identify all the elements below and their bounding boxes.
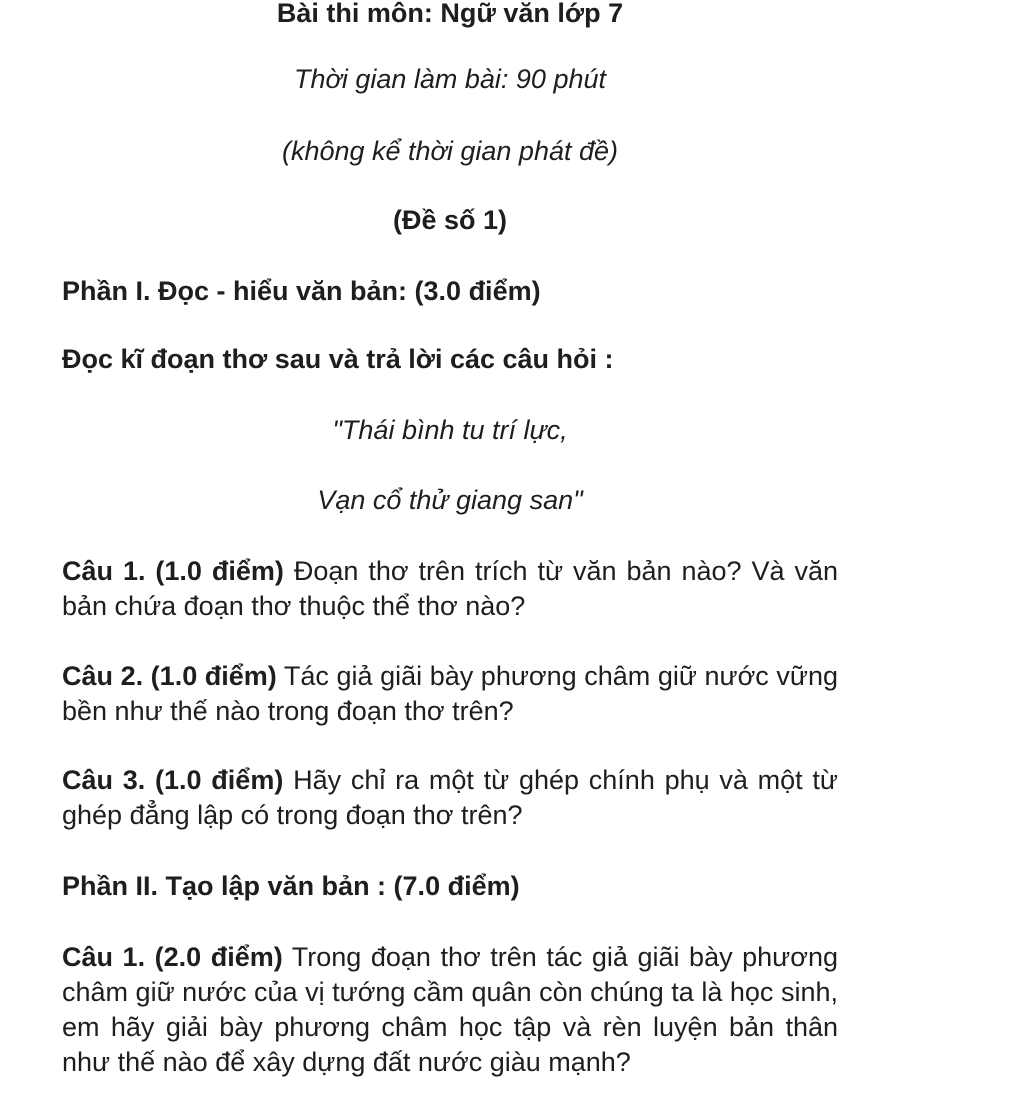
exam-title: Bài thi môn: Ngữ văn lớp 7 (276, 0, 624, 28)
part1-question-2 (62, 659, 838, 729)
part1-instruction: Đọc kĩ đoạn thơ sau và trả lời các câu hỏi : (62, 344, 614, 374)
question-text: Trong đoạn thơ trên tác giả giãi bày phương châm giữ nước của vị tướng cầm quân còn chúng ta là học sinh, em hãy giải bày phương châm học tập và rèn luyện bản thân như thế nào để xây dựng đất nước giàu mạnh? (62, 942, 838, 1077)
part1-question-1 (62, 554, 838, 624)
exam-note: (không kể thời gian phát đề) (281, 136, 619, 166)
question-label: Câu 1. (2.0 điểm) (62, 942, 283, 972)
question-text: Tác giả giãi bày phương châm giữ nước vững bền như thế nào trong đoạn thơ trên? (62, 661, 838, 726)
question-text: Đoạn thơ trên trích từ văn bản nào? Và văn bản chứa đoạn thơ thuộc thể thơ nào? (62, 556, 838, 621)
poem-line-2: Vạn cổ thử giang san" (317, 485, 583, 515)
question-label: Câu 2. (1.0 điểm) (62, 661, 277, 691)
question-label: Câu 1. (1.0 điểm) (62, 556, 284, 586)
exam-duration: Thời gian làm bài: 90 phút (293, 64, 606, 94)
question-text: Hãy chỉ ra một từ ghép chính phụ và một từ ghép đẳng lập có trong đoạn thơ trên? (62, 765, 838, 830)
part2-question-1 (62, 940, 838, 1080)
poem-line-1: "Thái bình tu trí lực, (332, 415, 568, 445)
part1-question-3 (62, 763, 838, 833)
part1-heading: Phần I. Đọc - hiểu văn bản: (3.0 điểm) (62, 276, 541, 306)
part2-heading: Phần II. Tạo lập văn bản : (7.0 điểm) (62, 871, 520, 901)
question-label: Câu 3. (1.0 điểm) (62, 765, 284, 795)
exam-number: (Đề số 1) (392, 205, 508, 235)
